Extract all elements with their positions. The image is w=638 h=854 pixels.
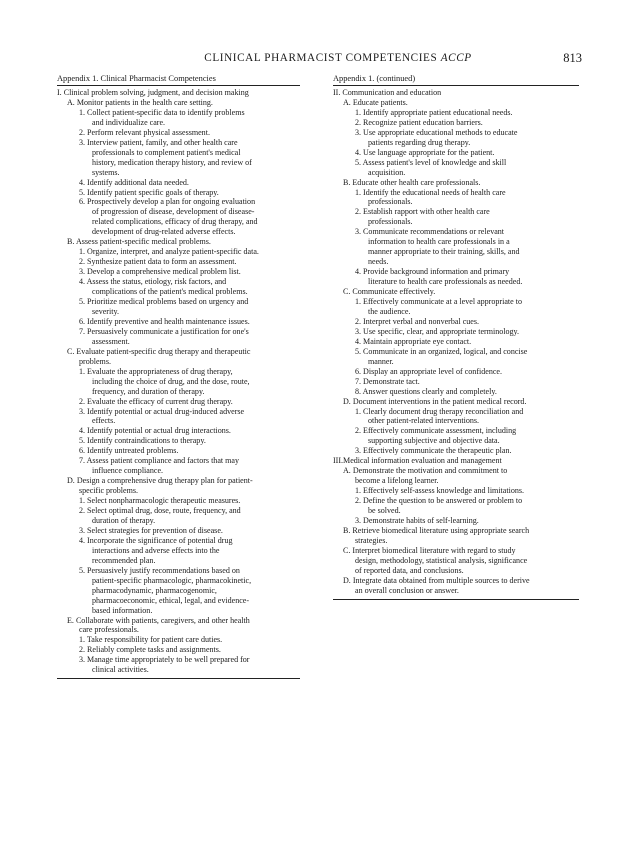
outline-line: 4. Assess the status, etiology, risk factors, and <box>79 277 227 287</box>
outline-line: specific problems. <box>79 486 138 496</box>
outline-line: 6. Identify untreated problems. <box>79 446 179 456</box>
outline-line: 3. Use appropriate educational methods to educate <box>355 127 518 137</box>
outline-line: 4. Identify additional data needed. <box>79 177 189 187</box>
outline-line: 1. Take responsibility for patient care duties. <box>79 635 223 645</box>
outline-line: 4. Provide background information and primary <box>355 267 510 277</box>
outline-line: become a lifelong learner. <box>355 476 439 486</box>
outline-line: acquisition. <box>368 167 406 177</box>
outline-line: 4. Identify potential or actual drug interactions. <box>79 426 231 436</box>
outline-line: patient-specific pharmacologic, pharmacokinetic, <box>92 575 252 585</box>
outline-line: 3. Communicate recommendations or relevant <box>355 227 505 237</box>
outline-line: 2. Recognize patient education barriers. <box>355 117 483 127</box>
outline-line: 1. Select nonpharmacologic therapeutic measures. <box>79 496 241 506</box>
outline-line: strategies. <box>355 535 388 545</box>
outline-line: 2. Interpret verbal and nonverbal cues. <box>355 316 480 326</box>
outline-line: A. Monitor patients in the health care setting. <box>67 97 213 107</box>
outline-line: B. Retrieve biomedical literature using appropriate search <box>343 525 530 535</box>
outline-line: professionals. <box>368 217 413 227</box>
outline-line: assessment. <box>92 336 130 346</box>
outline-line: severity. <box>92 306 119 316</box>
outline-line: I. Clinical problem solving, judgment, and decision making <box>57 88 249 97</box>
outline-line: 3. Select strategies for prevention of disease. <box>79 525 223 535</box>
outline-line: professionals. <box>368 197 413 207</box>
outline-line: 4. Maintain appropriate eye contact. <box>355 336 472 346</box>
outline-line: 2. Select optimal drug, dose, route, frequency, and <box>79 506 241 516</box>
outline-line: 3. Identify potential or actual drug-induced adverse <box>79 406 245 416</box>
page-number: 813 <box>563 51 582 65</box>
outline-line: influence compliance. <box>92 466 164 476</box>
outline-line: supporting subjective and objective data. <box>368 436 500 446</box>
outline-line: 4. Incorporate the significance of potential drug <box>79 535 233 545</box>
outline-line: care professionals. <box>79 625 139 635</box>
header-title-text: CLINICAL PHARMACIST COMPETENCIES <box>204 52 438 64</box>
outline-line: an overall conclusion or answer. <box>355 585 459 595</box>
outline-line: 1. Evaluate the appropriateness of drug therapy, <box>79 366 233 376</box>
outline-line: needs. <box>368 257 389 267</box>
outline-line: 1. Organize, interpret, and analyze patient-specific data. <box>79 247 259 257</box>
outline-line: professionals to complement patient's medical <box>92 147 241 157</box>
outline-line: 2. Evaluate the efficacy of current drug therapy. <box>79 396 233 406</box>
outline-line: pharmacodynamic, pharmacogenomic, <box>92 585 217 595</box>
outline-line: manner. <box>368 356 394 366</box>
outline-line: of progression of disease, development of disease- <box>92 207 255 217</box>
outline-line: 7. Demonstrate tact. <box>355 376 420 386</box>
outline-line: clinical activities. <box>92 665 149 675</box>
outline-line: 3. Use specific, clear, and appropriate terminology. <box>355 326 520 336</box>
outline-line: D. Document interventions in the patient medical record. <box>343 396 527 406</box>
outline-line: 2. Reliably complete tasks and assignments. <box>79 645 221 655</box>
outline-line: of reported data, and conclusions. <box>355 565 464 575</box>
outline-line: D. Design a comprehensive drug therapy plan for patient- <box>67 476 253 486</box>
outline-line: frequency, and duration of therapy. <box>92 386 205 396</box>
outline-line: literature to health care professionals as needed. <box>368 277 523 287</box>
outline-line: E. Collaborate with patients, caregivers, and other health <box>67 615 250 625</box>
outline-line: 2. Perform relevant physical assessment. <box>79 127 210 137</box>
outline-line: be solved. <box>368 506 401 516</box>
outline-line: B. Assess patient-specific medical problems. <box>67 237 211 247</box>
outline-line: 3. Demonstrate habits of self-learning. <box>355 515 479 525</box>
right-column <box>333 74 579 600</box>
outline-line: other patient-related interventions. <box>368 416 480 426</box>
outline-line: systems. <box>92 167 120 177</box>
outline-line: D. Integrate data obtained from multiple sources to derive <box>343 575 530 585</box>
outline-line: A. Demonstrate the motivation and commitment to <box>343 466 508 476</box>
outline-line: 3. Manage time appropriately to be well prepared for <box>79 655 250 665</box>
outline-line: based information. <box>92 605 153 615</box>
outline-line: C. Evaluate patient-specific drug therapy and therapeutic <box>67 346 251 356</box>
outline-line: B. Educate other health care professionals. <box>343 177 481 187</box>
outline-line: 5. Communicate in an organized, logical, and concise <box>355 346 528 356</box>
outline-line: recommended plan. <box>92 555 156 565</box>
left-column-heading: Appendix 1. Clinical Pharmacist Competencies <box>57 74 300 86</box>
outline-line: 7. Persuasively communicate a justification for one's <box>79 326 249 336</box>
outline-line: 8. Answer questions clearly and completely. <box>355 386 497 396</box>
outline-line: 2. Establish rapport with other health care <box>355 207 490 217</box>
header-journal: ACCP <box>440 52 472 64</box>
running-header <box>168 52 508 64</box>
outline-line: A. Educate patients. <box>343 97 408 107</box>
outline-line: interactions and adverse effects into the <box>92 545 220 555</box>
outline-line: C. Communicate effectively. <box>343 287 436 297</box>
outline-line: effects. <box>92 416 116 426</box>
outline-line: 3. Interview patient, family, and other health care <box>79 137 238 147</box>
outline-line: history, medication therapy history, and review of <box>92 157 252 167</box>
outline-line: 1. Identify appropriate patient educational needs. <box>355 107 513 117</box>
outline-line: 2. Effectively communicate assessment, including <box>355 426 517 436</box>
outline-line: 5. Prioritize medical problems based on urgency and <box>79 297 249 307</box>
outline-line: 6. Identify preventive and health maintenance issues. <box>79 316 250 326</box>
outline-line: related complications, efficacy of drug therapy, and <box>92 217 258 227</box>
outline-line: 1. Collect patient-specific data to identify problems <box>79 107 245 117</box>
outline-line: 5. Identify patient specific goals of therapy. <box>79 187 219 197</box>
outline-line: 1. Effectively self-assess knowledge and limitations. <box>355 486 525 496</box>
outline-line: 1. Clearly document drug therapy reconciliation and <box>355 406 524 416</box>
outline-line: and individualize care. <box>92 117 166 127</box>
outline-line: 1. Identify the educational needs of health care <box>355 187 506 197</box>
left-column-body <box>57 86 300 679</box>
outline-line: 7. Assess patient compliance and factors that may <box>79 456 239 466</box>
right-column-heading: Appendix 1. (continued) <box>333 74 579 86</box>
outline-line: including the choice of drug, and the dose, route, <box>92 376 250 386</box>
outline-line: information to health care professionals in a <box>368 237 510 247</box>
outline-line: II. Communication and education <box>333 88 442 97</box>
outline-line: 6. Prospectively develop a plan for ongoing evaluation <box>79 197 256 207</box>
outline-line: manner appropriate to their training, skills, and <box>368 247 520 257</box>
outline-line: 2. Synthesize patient data to form an assessment. <box>79 257 237 267</box>
outline-line: patients regarding drug therapy. <box>368 137 471 147</box>
outline-line: 3. Develop a comprehensive medical problem list. <box>79 267 241 277</box>
outline-line: 5. Assess patient's level of knowledge and skill <box>355 157 507 167</box>
outline-line: III.Medical information evaluation and management <box>333 456 502 466</box>
outline-line: pharmacoeconomic, ethical, legal, and evidence- <box>92 595 250 605</box>
outline-line: duration of therapy. <box>92 515 156 525</box>
outline-line: 3. Effectively communicate the therapeutic plan. <box>355 446 512 456</box>
right-column-body <box>333 86 579 600</box>
outline-line: the audience. <box>368 306 411 316</box>
outline-line: complications of the patient's medical problems. <box>92 287 248 297</box>
outline-line: 2. Define the question to be answered or problem to <box>355 496 523 506</box>
outline-line: 5. Identify contraindications to therapy. <box>79 436 206 446</box>
outline-line: 6. Display an appropriate level of confidence. <box>355 366 503 376</box>
left-column <box>57 74 300 679</box>
outline-line: 1. Effectively communicate at a level appropriate to <box>355 297 522 307</box>
outline-line: C. Interpret biomedical literature with regard to study <box>343 545 516 555</box>
outline-line: 4. Use language appropriate for the patient. <box>355 147 495 157</box>
outline-line: development of drug-related adverse effects. <box>92 227 236 237</box>
outline-line: design, methodology, statistical analysis, significance <box>355 555 528 565</box>
outline-line: 5. Persuasively justify recommendations based on <box>79 565 240 575</box>
outline-line: problems. <box>79 356 111 366</box>
